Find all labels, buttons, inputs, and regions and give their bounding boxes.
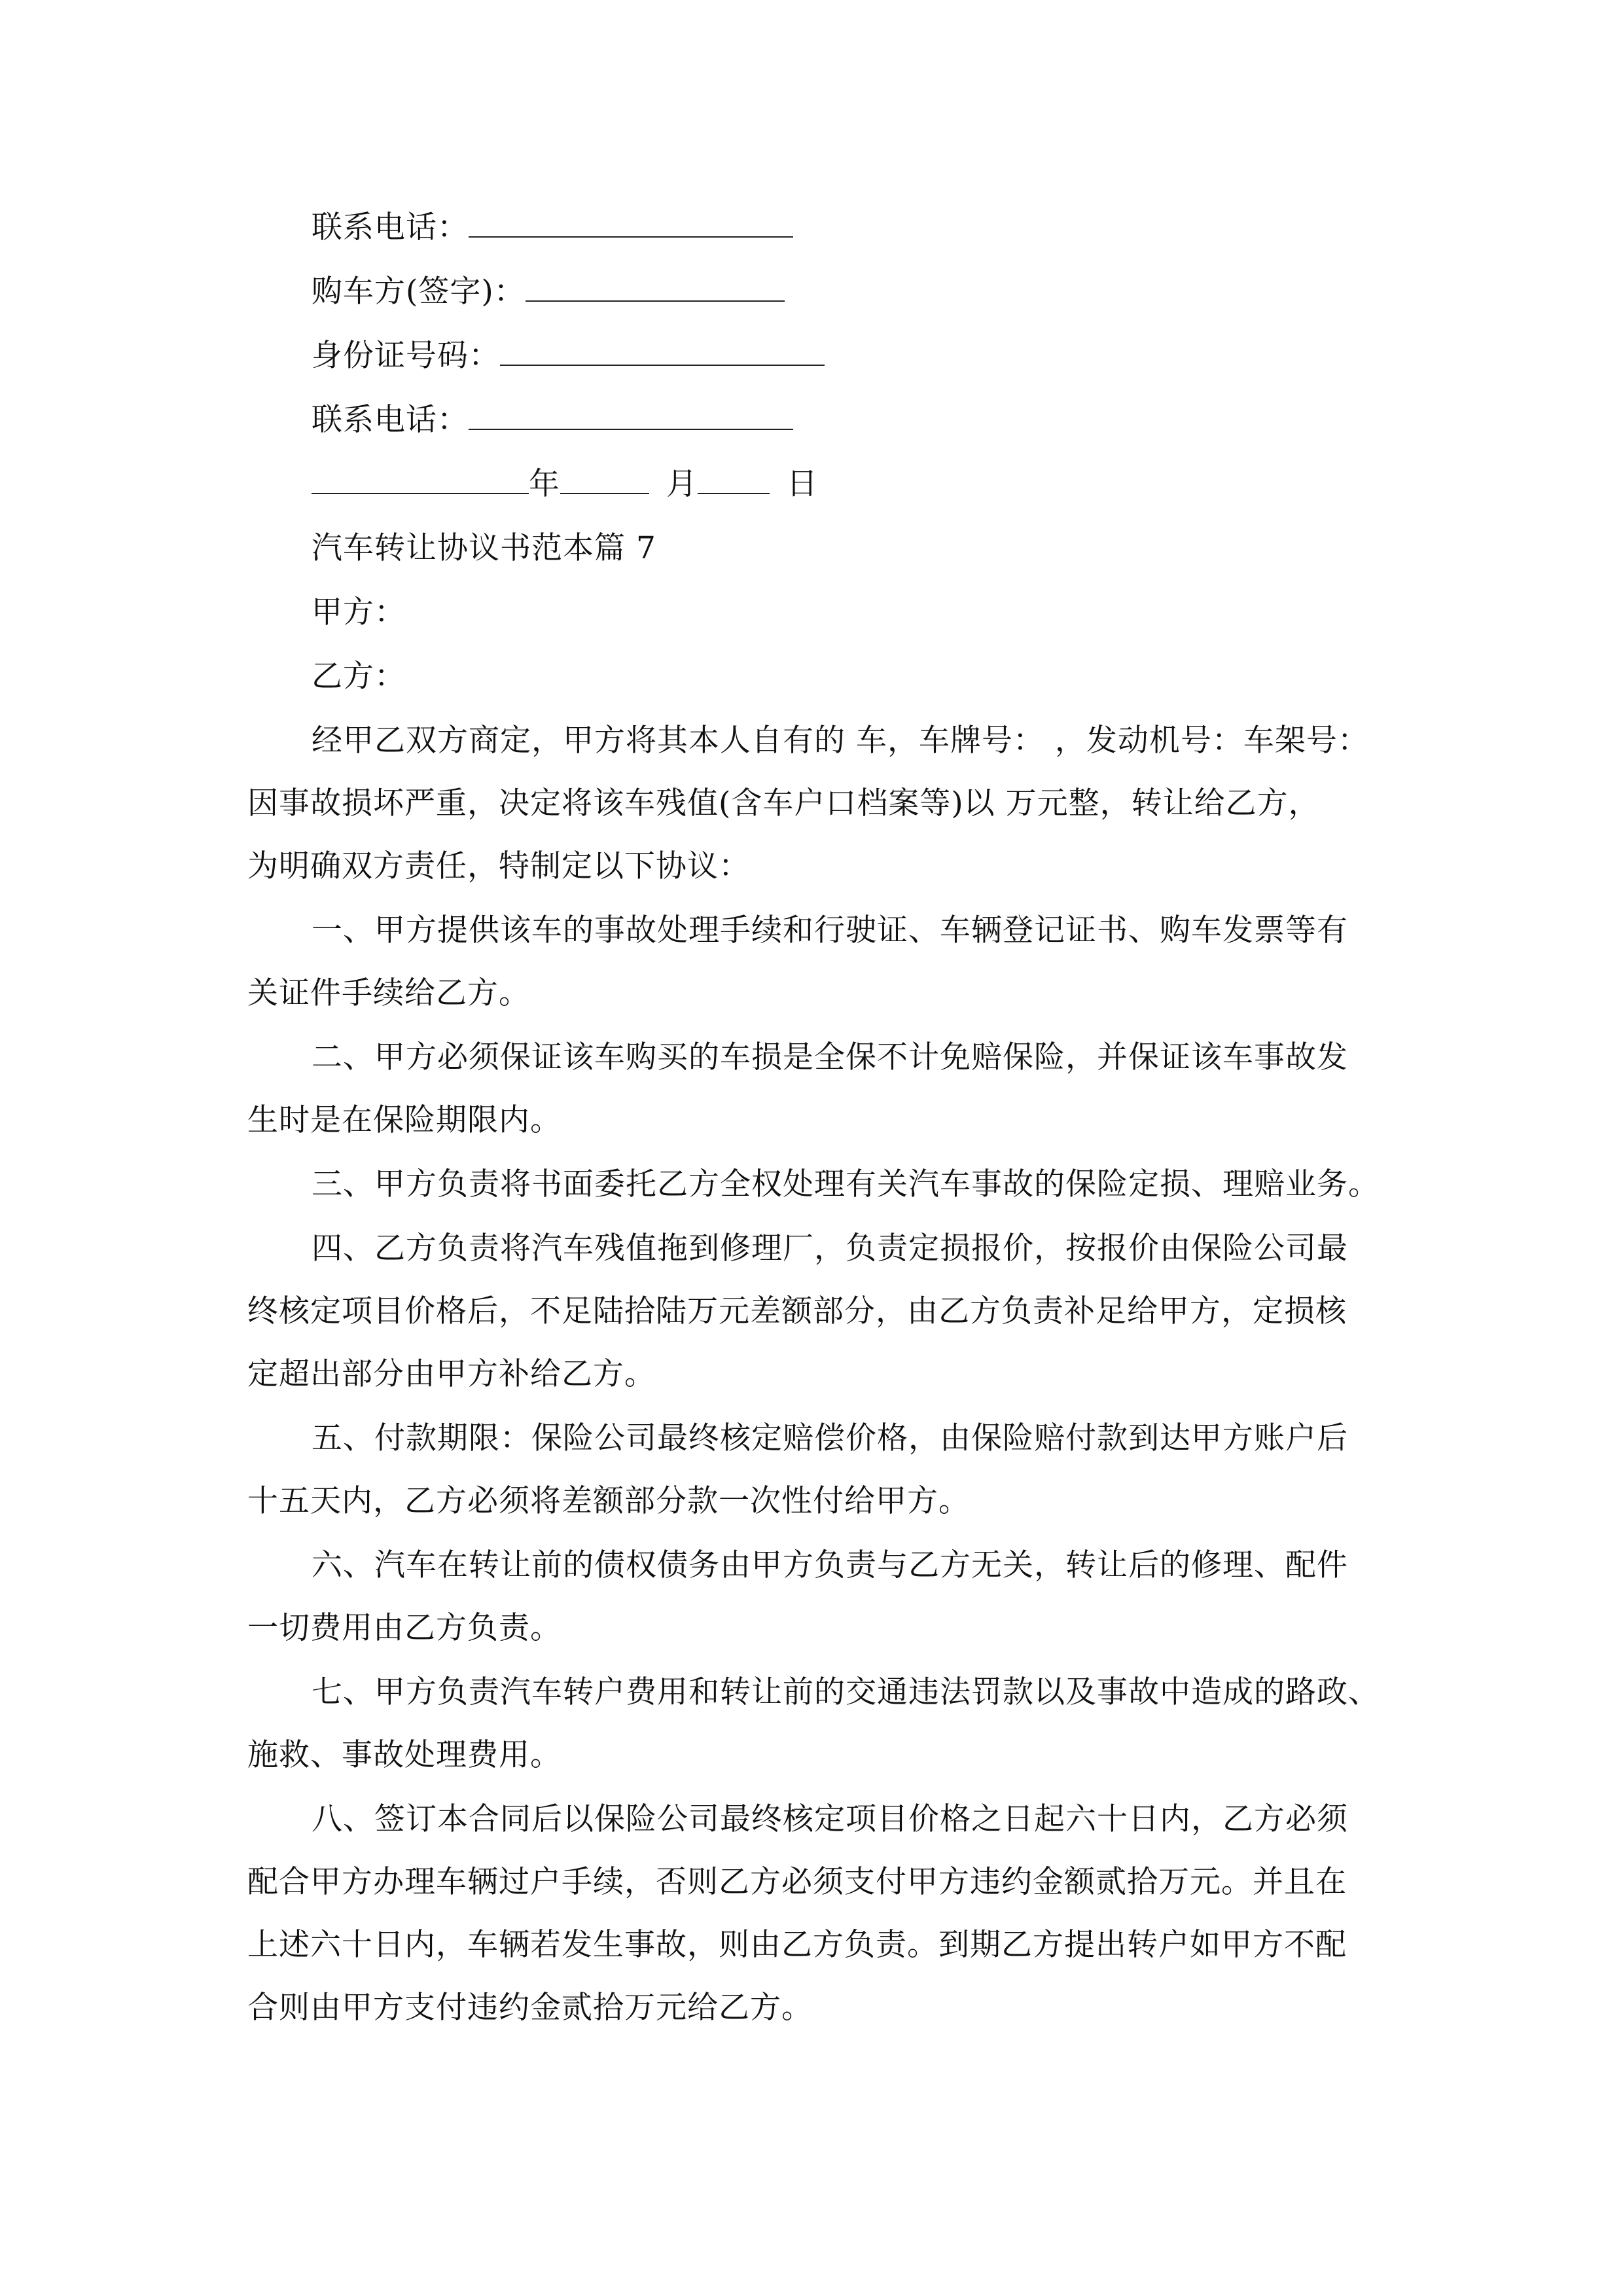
buyer-id-row [312,336,825,376]
clause-7-line: 七、甲方负责汽车转户费用和转让前的交通违法罚款以及事故中造成的路政、 [312,1674,1380,1710]
buyer-phone-row [312,401,793,440]
date-day-blank [698,467,770,494]
clause-6-line: 六、汽车在转让前的债权债务由甲方负责与乙方无关，转让后的修理、配件 [312,1547,1348,1583]
buyer-id-label: 身份证号码： [312,338,500,374]
clause-4-line: 四、乙方负责将汽车残值拖到修理厂，负责定损报价，按报价由保险公司最 [312,1230,1348,1266]
clause-8-line: 上述六十日内，车辆若发生事故，则由乙方负责。到期乙方提出转户如甲方不配 [247,1927,1347,1963]
intro-line: 为明确双方责任，特制定以下协议： [247,848,750,884]
clause-5-line: 十五天内，乙方必须将差额部分款一次性付给甲方。 [247,1483,970,1519]
clause-1-line: 一、甲方提供该车的事故处理手续和行驶证、车辆登记证书、购车发票等有 [312,912,1348,948]
date-month-label: 月 [666,466,698,502]
clause-5-line: 五、付款期限：保险公司最终核定赔偿价格，由保险赔付款到达甲方账户后 [312,1420,1348,1456]
seller-phone-label: 联系电话： [312,209,469,245]
clause-7-line: 施救、事故处理费用。 [247,1737,562,1773]
clause-3-line: 三、甲方负责将书面委托乙方全权处理有关汽车事故的保险定损、理赔业务。 [312,1166,1380,1202]
intro-line: 因事故损坏严重，决定将该车残值(含车户口档案等)以 万元整，转让给乙方， [247,785,1320,821]
section-title: 汽车转让协议书范本篇 7 [312,530,656,566]
clause-6-line: 一切费用由乙方负责。 [247,1610,562,1646]
buyer-sign-row [312,272,785,312]
clause-4-line: 定超出部分由甲方补给乙方。 [247,1356,656,1392]
clause-8-line: 八、签订本合同后以保险公司最终核定项目价格之日起六十日内，乙方必须 [312,1801,1348,1837]
date-day-label: 日 [787,466,818,502]
clause-2-line: 二、甲方必须保证该车购买的车损是全保不计免赔保险，并保证该车事故发 [312,1039,1348,1075]
date-year-label: 年 [529,466,560,502]
clause-8-line: 配合甲方办理车辆过户手续，否则乙方必须支付甲方违约金额贰拾万元。并且在 [247,1864,1347,1900]
party-a-label: 甲方： [312,594,406,630]
buyer-sign-label: 购车方(签字)： [312,274,526,310]
date-year-blank [312,467,529,494]
intro-line: 经甲乙双方商定，甲方将其本人自有的 车，车牌号： ，发动机号：车架号： [312,723,1369,759]
buyer-sign-blank [526,274,785,302]
buyer-id-blank [500,338,825,366]
clause-8-line: 合则由甲方支付违约金贰拾万元给乙方。 [247,1990,813,2026]
buyer-phone-blank [469,403,793,430]
buyer-phone-label: 联系电话： [312,402,469,438]
date-row [312,465,818,504]
date-month-blank [560,467,649,494]
clause-4-line: 终核定项目价格后，不足陆拾陆万元差额部分，由乙方负责补足给甲方，定损核 [247,1293,1347,1329]
seller-phone-blank [469,210,793,238]
party-b-label: 乙方： [312,658,406,694]
clause-1-line: 关证件手续给乙方。 [247,975,530,1011]
seller-phone-row [312,208,793,247]
clause-2-line: 生时是在保险期限内。 [247,1102,562,1138]
